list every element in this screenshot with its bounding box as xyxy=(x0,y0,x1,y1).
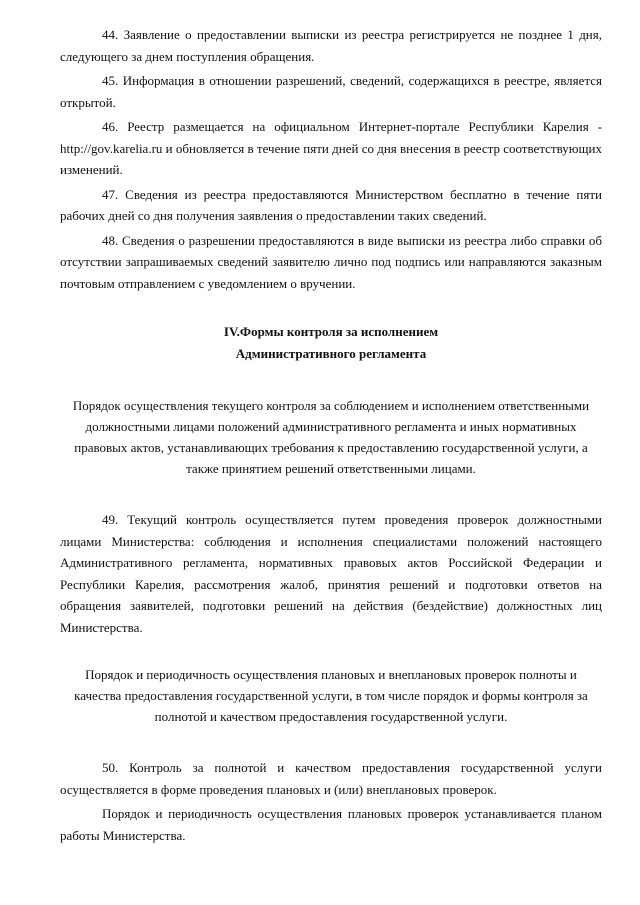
paragraph-47: 47. Сведения из реестра предоставляются Министерством бесплатно в течение пяти рабочих дней со дня получения заявления о предоставлении таких сведений. xyxy=(60,186,602,223)
subheading-inspections: Порядок и периодичность осуществления плановых и внеплановых проверок полноты и качества предоставления государственной услуги, в том числе порядок и формы контроля за полнотой и качеством предоставления государственной услуги. xyxy=(74,667,588,724)
paragraph-50: 50. Контроль за полнотой и качеством предоставления государственной услуги осуществляется в форме проведения плановых и (или) внеплановых проверок. xyxy=(60,760,602,797)
paragraph-45: 45. Информация в отношении разрешений, сведений, содержащихся в реестре, является открытой. xyxy=(60,73,602,110)
paragraph-49: 49. Текущий контроль осуществляется путем проведения проверок должностными лицами Министерства: соблюдения и исполнения специалистами положений настоящего Административного регламента, нормативных правовых актов Российской Федерации и Республики Карелия, рассмотрения жалоб, принятия решений и подготовки ответов на обращения заявителей, подготовки решений на действия (бездействие) должностных лиц Министерства. xyxy=(60,512,602,635)
section-title-line-1: IV.Формы контроля за исполнением xyxy=(223,324,439,339)
section-title-line-2: Административного регламента xyxy=(235,346,427,361)
subheading-current-control: Порядок осуществления текущего контроля за соблюдением и исполнением ответственными должностными лицами положений административного регламента и иных нормативных правовых актов, устанавливающих требования к предоставлению государственной услуги, а также принятием решений ответственными лицами. xyxy=(72,398,590,476)
paragraph-44: 44. Заявление о предоставлении выписки из реестра регистрируется не позднее 1 дня, следующего за днем поступления обращения. xyxy=(60,27,602,64)
paragraph-48: 48. Сведения о разрешении предоставляются в виде выписки из реестра либо справки об отсутствии запрашиваемых сведений заявителю лично под подпись или направляются заказным почтовым отправлением с уведомлением о вручении. xyxy=(60,232,602,291)
paragraph-50-continued: Порядок и периодичность осуществления плановых проверок устанавливается планом работы Министерства. xyxy=(60,806,602,843)
paragraph-46: 46. Реестр размещается на официальном Интернет-портале Республики Карелия - http://gov.karelia.ru и обновляется в течение пяти дней со дня внесения в реестр соответствующих изменений. xyxy=(60,119,602,177)
section-heading xyxy=(60,321,602,365)
